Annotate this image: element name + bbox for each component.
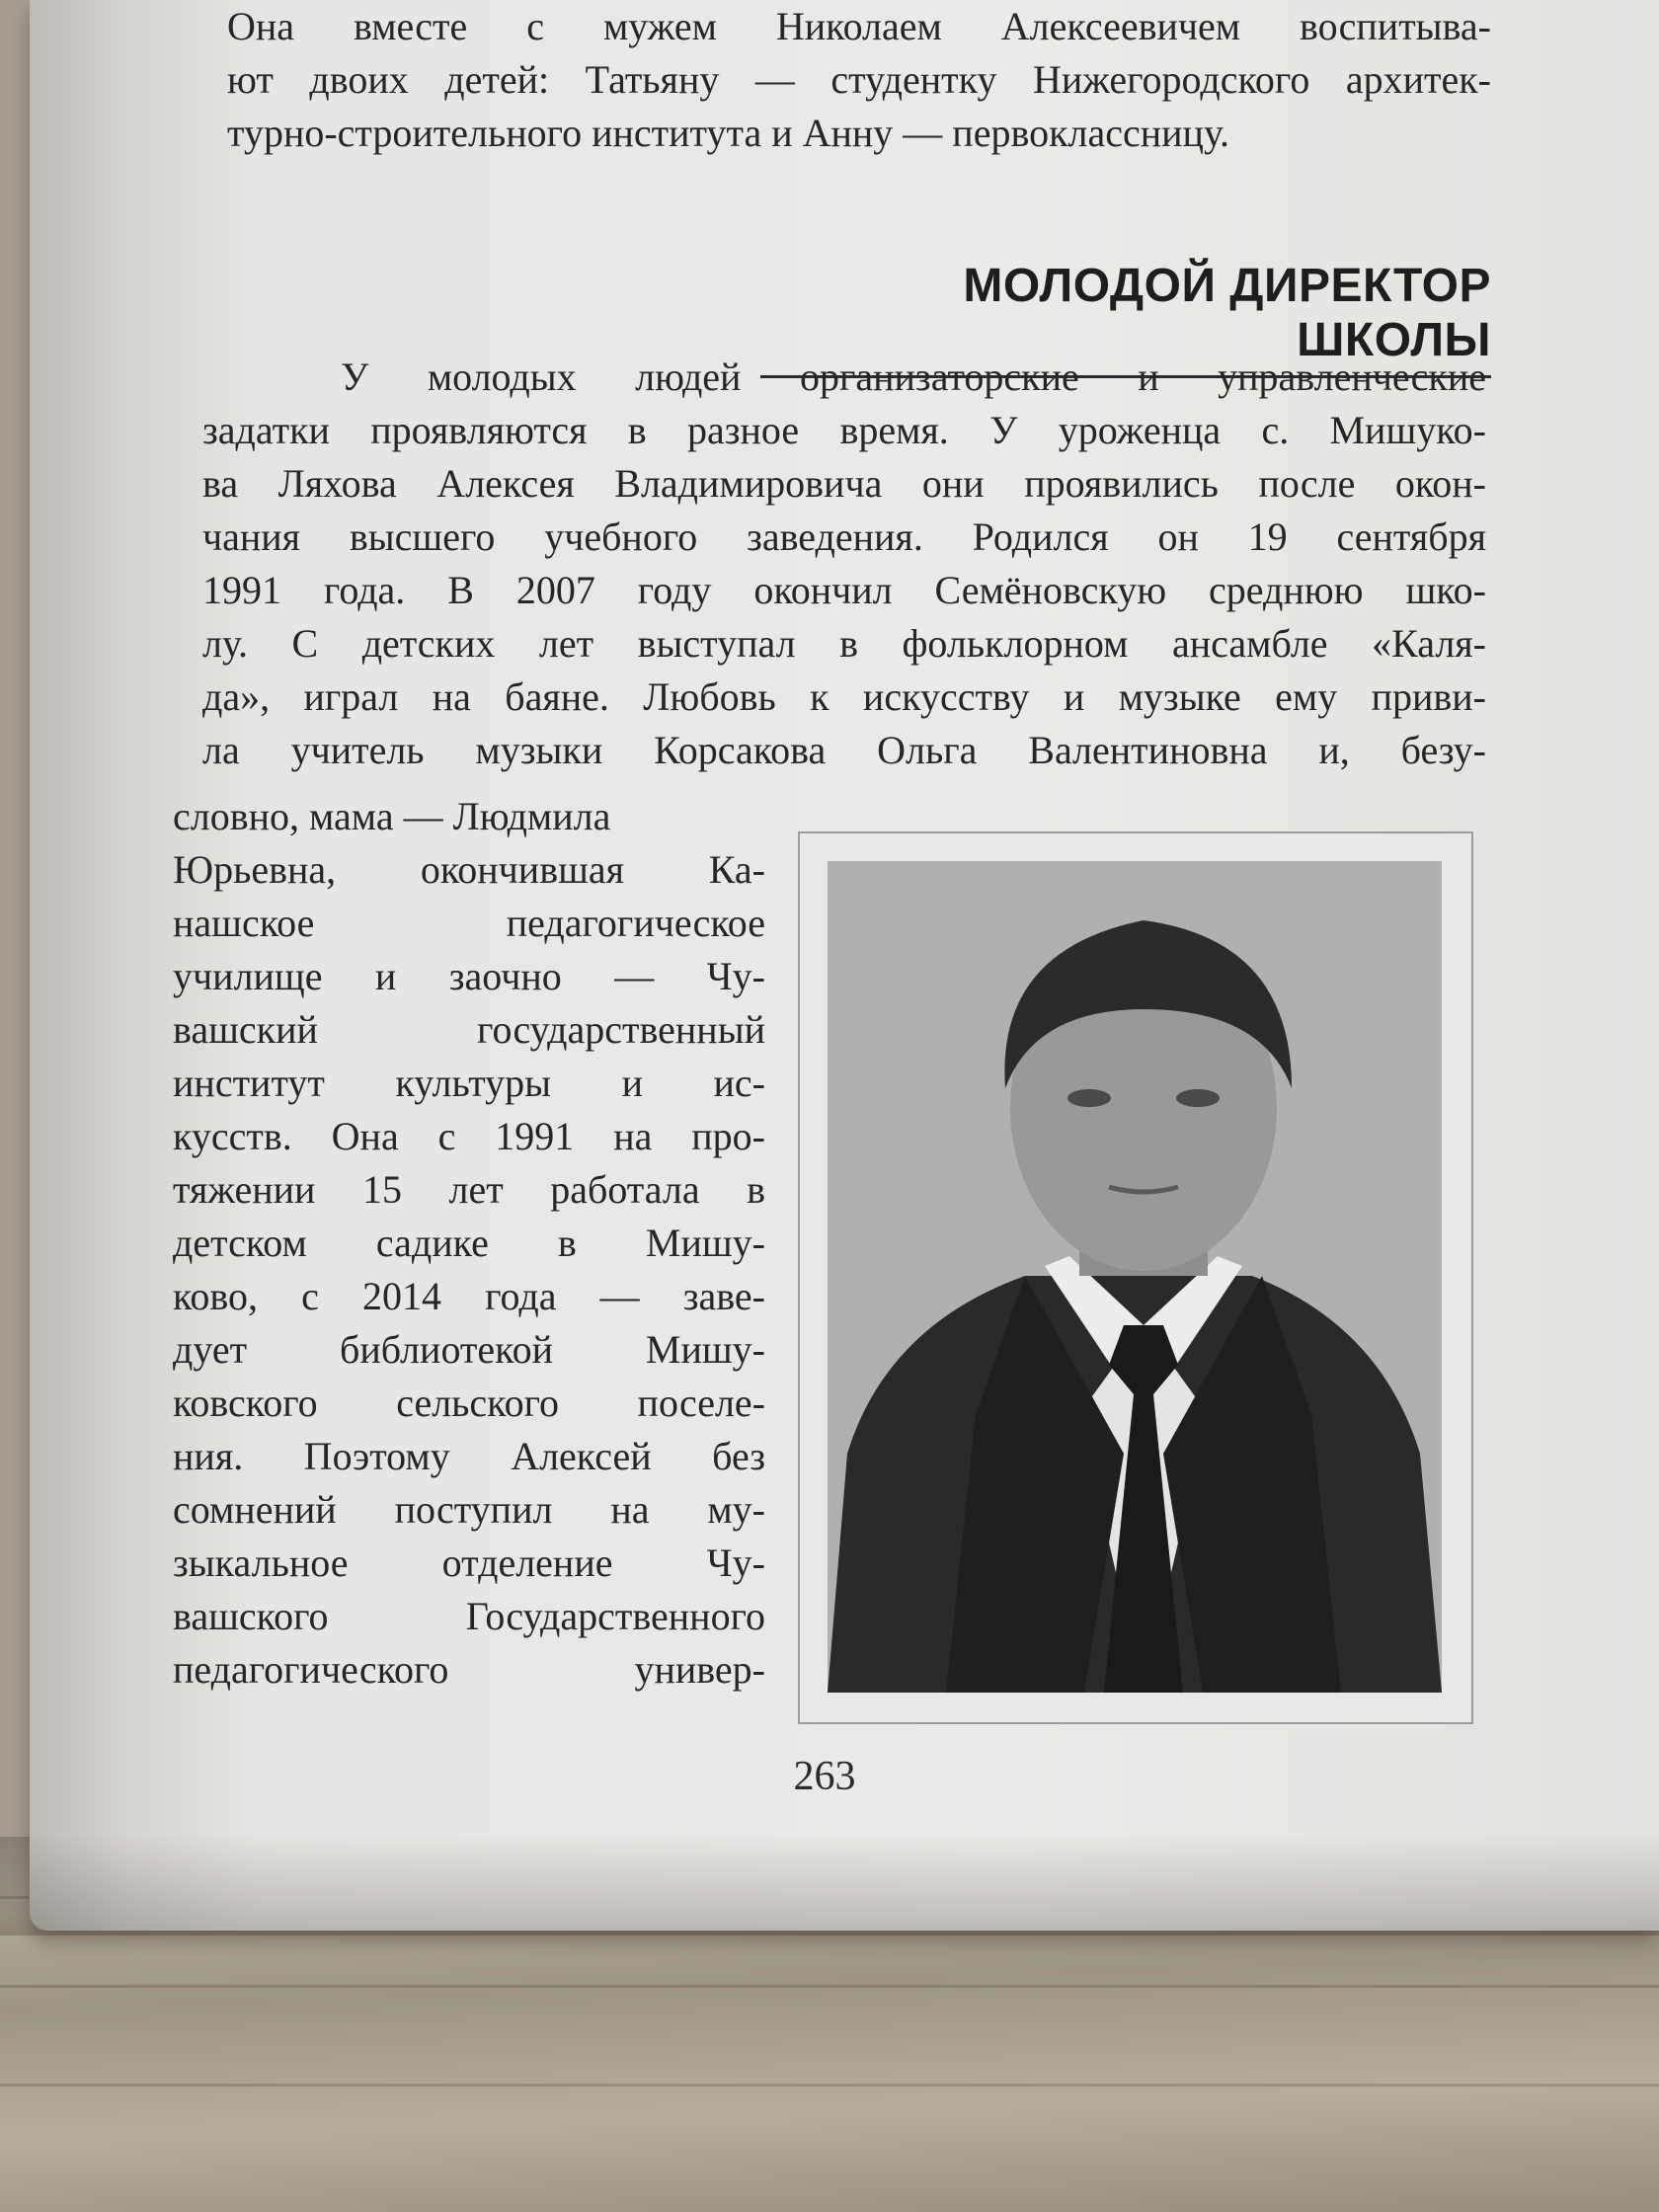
- text-line: чания высшего учебного заведения. Родился он 19 сентября: [202, 514, 1486, 559]
- text-line: ния. Поэтому Алексей без: [173, 1434, 765, 1478]
- text-line: ковского сельского поселе-: [173, 1381, 765, 1425]
- main-paragraph: [202, 351, 1486, 777]
- text-line: кусств. Она с 1991 на про-: [173, 1114, 765, 1158]
- text-line: словно, мама — Людмила: [173, 794, 611, 838]
- text-line: зыкальное отделение Чу-: [173, 1540, 765, 1585]
- text-line: ла учитель музыки Корсакова Ольга Валентиновна и, безу-: [202, 728, 1486, 772]
- intro-paragraph: [227, 0, 1491, 160]
- text-line: сомнений поступил на му-: [173, 1487, 765, 1532]
- text-line: задатки проявляются в разное время. У уроженца с. Мишуко-: [202, 408, 1486, 452]
- section-heading: МОЛОДОЙ ДИРЕКТОР ШКОЛЫ: [760, 259, 1491, 378]
- text-line: тяжении 15 лет работала в: [173, 1167, 765, 1212]
- text-line: ково, с 2014 года — заве-: [173, 1274, 765, 1318]
- text-line: институт культуры и ис-: [173, 1061, 765, 1105]
- text-line: училище и заочно — Чу-: [173, 954, 765, 998]
- text-line: дует библиотекой Мишу-: [173, 1327, 765, 1372]
- text-line: У молодых людей организаторские и управленческие: [341, 355, 1486, 399]
- text-line: ют двоих детей: Татьяну — студентку Нижегородского архитек-: [227, 57, 1491, 102]
- text-line: детском садике в Мишу-: [173, 1221, 765, 1265]
- text-line: турно-строительного института и Анну — первоклассницу.: [227, 111, 1229, 155]
- text-line: Юрьевна, окончившая Ка-: [173, 847, 765, 892]
- text-line: Она вместе с мужем Николаем Алексеевичем воспитыва-: [227, 4, 1491, 48]
- text-line: педагогического универ-: [173, 1647, 765, 1692]
- text-line: ва Ляхова Алексея Владимировича они проявились после окон-: [202, 461, 1486, 506]
- side-paragraph: [173, 790, 765, 1697]
- text-line: да», играл на баяне. Любовь к искусству и музыке ему приви-: [202, 674, 1486, 719]
- portrait-photo: [828, 861, 1442, 1693]
- text-line: вашского Государственного: [173, 1594, 765, 1638]
- text-line: вашский государственный: [173, 1007, 765, 1052]
- page-edge-shadow: [0, 1832, 1659, 1936]
- text-line: нашское педагогическое: [173, 901, 765, 945]
- text-line: лу. С детских лет выступал в фольклорном ансамбле «Каля-: [202, 621, 1486, 666]
- text-line: 1991 года. В 2007 году окончил Семёновскую среднюю шко-: [202, 568, 1486, 612]
- page-number: 263: [793, 1754, 856, 1799]
- portrait-photo-frame: [798, 831, 1473, 1724]
